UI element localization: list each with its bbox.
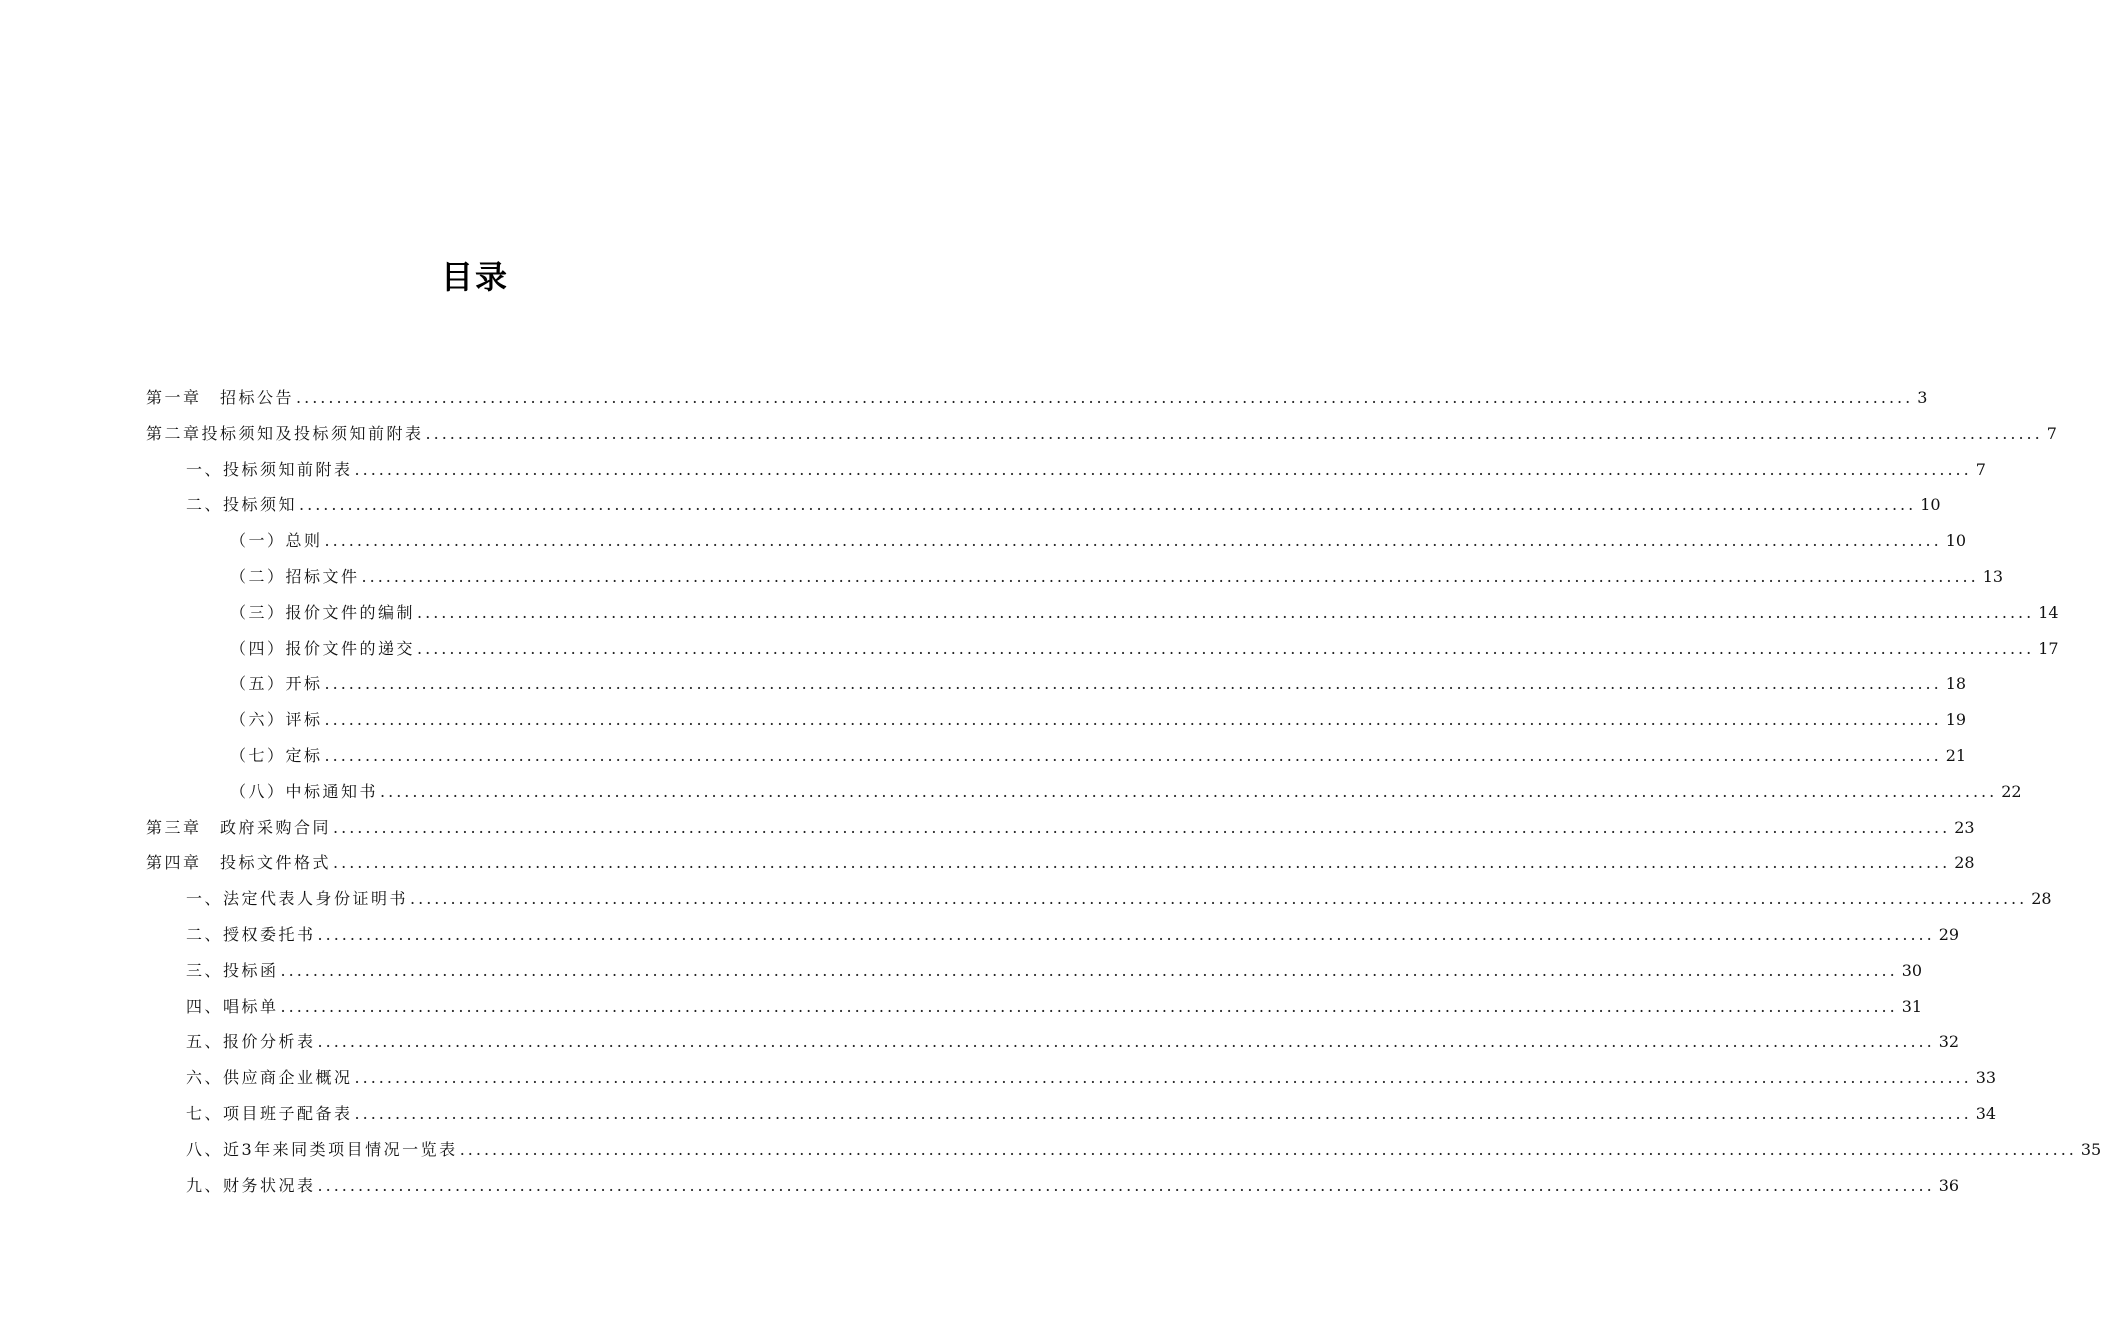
toc-entry-label: 第四章 投标文件格式 [146, 853, 332, 873]
toc-entry[interactable] [146, 385, 1928, 421]
toc-leader-dots: ........................................................................................................................................................................................................ [380, 781, 1998, 801]
toc-leader-dots: ........................................................................................................................................................................................................ [333, 853, 1951, 873]
toc-entry-label: （二）招标文件 [230, 567, 360, 586]
toc-leader-dots: ........................................................................................................................................................................................................ [317, 925, 1935, 944]
toc-entry-label: 七、项目班子配备表 [186, 1104, 353, 1123]
toc-entry-page-number: 30 [1901, 960, 1923, 980]
toc-entry[interactable] [146, 815, 1975, 851]
toc-entry[interactable] [146, 850, 1975, 886]
toc-entry-label: （一）总则 [230, 531, 323, 551]
toc-entry[interactable] [186, 994, 1923, 1030]
toc-entry[interactable] [186, 457, 1986, 493]
toc-entry-label: （六）评标 [230, 710, 323, 730]
toc-leader-dots: ........................................................................................................................................................................................................ [280, 960, 1898, 980]
toc-leader-dots: ........................................................................................................................................................................................................ [410, 889, 2028, 909]
toc-entry-label: 六、供应商企业概况 [186, 1068, 353, 1088]
toc-entry[interactable] [186, 1101, 1997, 1137]
toc-entry-page-number: 7 [2046, 423, 2057, 443]
toc-entry-label: （四）报价文件的递交 [230, 638, 416, 658]
toc-entry-page-number: 22 [2001, 781, 2022, 801]
toc-entry[interactable] [186, 1065, 1997, 1101]
toc-entry-label: （七）定标 [230, 746, 323, 765]
toc-title: 目录 [440, 258, 509, 296]
toc-entry-label: 二、授权委托书 [186, 925, 316, 944]
toc-entry[interactable] [230, 564, 2004, 600]
toc-entry-label: 第二章投标须知及投标须知前附表 [146, 423, 424, 443]
toc-entry-page-number: 35 [2080, 1139, 2101, 1159]
toc-entry[interactable] [230, 600, 2059, 636]
toc-entry-page-number: 21 [1945, 746, 1967, 765]
toc-leader-dots: ........................................................................................................................................................................................................ [324, 531, 1942, 551]
toc-entry-label: 一、法定代表人身份证明书 [186, 889, 409, 909]
toc-entry-label: （三）报价文件的编制 [230, 602, 416, 622]
toc-entry[interactable] [186, 922, 1960, 958]
toc-entry-page-number: 7 [1975, 459, 1986, 479]
toc-entry[interactable] [230, 671, 1967, 707]
toc-entry[interactable] [230, 779, 2022, 815]
toc-entry[interactable] [186, 492, 1941, 528]
toc-entry-page-number: 32 [1938, 1032, 1960, 1052]
toc-entry-page-number: 31 [1901, 996, 1923, 1016]
toc-entry-label: 第三章 政府采购合同 [146, 817, 332, 837]
toc-entry[interactable] [186, 1029, 1960, 1065]
toc-entry-label: 四、唱标单 [186, 996, 279, 1016]
toc-leader-dots: ........................................................................................................................................................................................................ [280, 996, 1898, 1016]
toc-entry[interactable] [230, 636, 2059, 672]
toc-leader-dots: ........................................................................................................................................................................................................ [317, 1032, 1935, 1052]
toc-leader-dots: ........................................................................................................................................................................................................ [324, 674, 1942, 694]
toc-leader-dots: ........................................................................................................................................................................................................ [354, 459, 1972, 479]
toc-entry[interactable] [230, 707, 1967, 743]
toc-entry-page-number: 14 [2038, 602, 2059, 622]
toc-entry-page-number: 17 [2038, 638, 2059, 658]
toc-entry-label: 九、财务状况表 [186, 1175, 316, 1195]
toc-leader-dots: ........................................................................................................................................................................................................ [425, 423, 2043, 443]
toc-leader-dots: ........................................................................................................................................................................................................ [354, 1068, 1972, 1088]
toc-entry-page-number: 19 [1945, 710, 1967, 730]
toc-entry[interactable] [186, 1173, 1960, 1209]
toc-leader-dots: ........................................................................................................................................................................................................ [417, 602, 2035, 622]
toc-leader-dots: ........................................................................................................................................................................................................ [354, 1104, 1972, 1123]
toc-entry-label: 一、投标须知前附表 [186, 459, 353, 479]
toc-leader-dots: ........................................................................................................................................................................................................ [417, 638, 2035, 658]
toc-entry-label: 二、投标须知 [186, 495, 298, 515]
toc-leader-dots: ........................................................................................................................................................................................................ [296, 388, 1914, 407]
toc-entry[interactable] [230, 528, 1967, 564]
toc-leader-dots: ........................................................................................................................................................................................................ [317, 1175, 1935, 1195]
toc-entry-label: 三、投标函 [186, 960, 279, 980]
toc-entry-page-number: 34 [1975, 1104, 1997, 1123]
toc-leader-dots: ........................................................................................................................................................................................................ [324, 710, 1942, 730]
toc-leader-dots: ........................................................................................................................................................................................................ [333, 817, 1951, 837]
toc-entry-page-number: 36 [1938, 1175, 1960, 1195]
toc-entry-page-number: 10 [1920, 495, 1941, 515]
toc-entry-page-number: 33 [1975, 1068, 1997, 1088]
toc-entry-page-number: 29 [1938, 925, 1960, 944]
toc-leader-dots: ........................................................................................................................................................................................................ [299, 495, 1917, 515]
toc-entry-page-number: 3 [1917, 388, 1928, 407]
toc-entry-page-number: 28 [1954, 853, 1975, 873]
toc-entry[interactable] [186, 958, 1923, 994]
toc-leader-dots: ........................................................................................................................................................................................................ [459, 1139, 2077, 1159]
toc-entry-label: （八）中标通知书 [230, 781, 379, 801]
toc-leader-dots: ........................................................................................................................................................................................................ [361, 567, 1979, 586]
toc-entry-label: （五）开标 [230, 674, 323, 694]
toc-entry-page-number: 13 [1982, 567, 2004, 586]
toc-entry[interactable] [186, 1137, 2101, 1173]
toc-leader-dots: ........................................................................................................................................................................................................ [324, 746, 1942, 765]
toc-entry[interactable] [230, 743, 1967, 779]
toc-entry-page-number: 10 [1945, 531, 1967, 551]
toc-entry-page-number: 28 [2031, 889, 2052, 909]
toc-entry-page-number: 23 [1954, 817, 1975, 837]
toc-entry-label: 第一章 招标公告 [146, 388, 295, 407]
toc-entry[interactable] [146, 421, 2057, 457]
toc-entry[interactable] [186, 886, 2052, 922]
toc-entry-label: 八、近3年来同类项目情况一览表 [186, 1139, 458, 1159]
toc-entry-label: 五、报价分析表 [186, 1032, 316, 1052]
toc-entry-page-number: 18 [1945, 674, 1967, 694]
